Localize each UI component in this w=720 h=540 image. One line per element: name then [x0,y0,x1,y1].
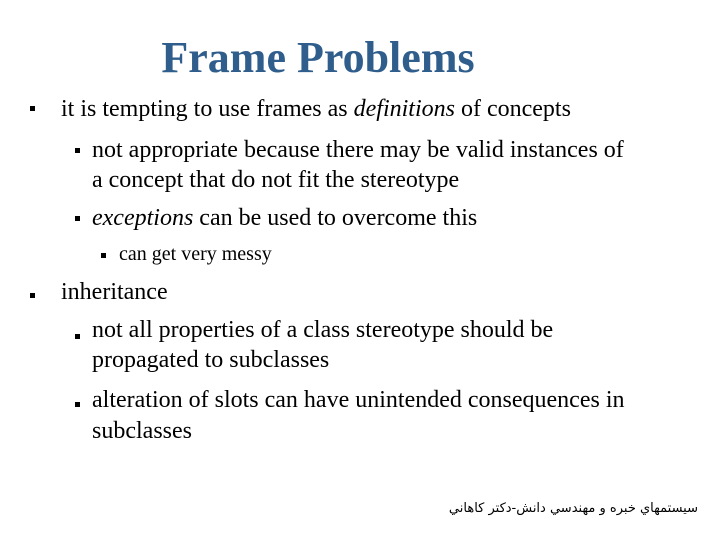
bullet-text-emphasis: definitions [353,96,455,122]
bullet-marker [101,253,106,258]
slide-footer: سيستمهاي خبره و مهندسي دانش-دکتر کاهاني [448,501,698,516]
bullet-marker [30,106,35,111]
bullet-not-appropriate-line1: not appropriate because there may be valid instances of [92,137,624,163]
bullet-alteration-of-slots-line2: subclasses [92,418,192,444]
bullet-not-appropriate-line2: a concept that do not fit the stereotype [92,167,460,193]
bullet-inheritance: inheritance [61,279,168,305]
bullet-text-after: of concepts [454,96,571,122]
bullet-exceptions [92,202,477,234]
bullet-text-emphasis: exceptions [92,205,194,231]
slide-title: Frame Problems [161,33,475,82]
bullet-marker [75,216,80,221]
bullet-can-get-messy: can get very messy [119,243,272,265]
bullet-frames-as-definitions [61,93,571,125]
bullet-marker [75,334,80,339]
bullet-not-all-properties-line1: not all properties of a class stereotype should be [92,317,554,343]
bullet-not-all-properties-line2: propagated to subclasses [92,347,330,373]
bullet-marker [30,293,35,298]
bullet-marker [75,402,80,407]
bullet-text-after: can be used to overcome this [193,205,478,231]
bullet-alteration-of-slots-line1: alteration of slots can have unintended consequences in [92,387,625,413]
bullet-text-before: it is tempting to use frames as [61,96,354,122]
bullet-marker [75,148,80,153]
